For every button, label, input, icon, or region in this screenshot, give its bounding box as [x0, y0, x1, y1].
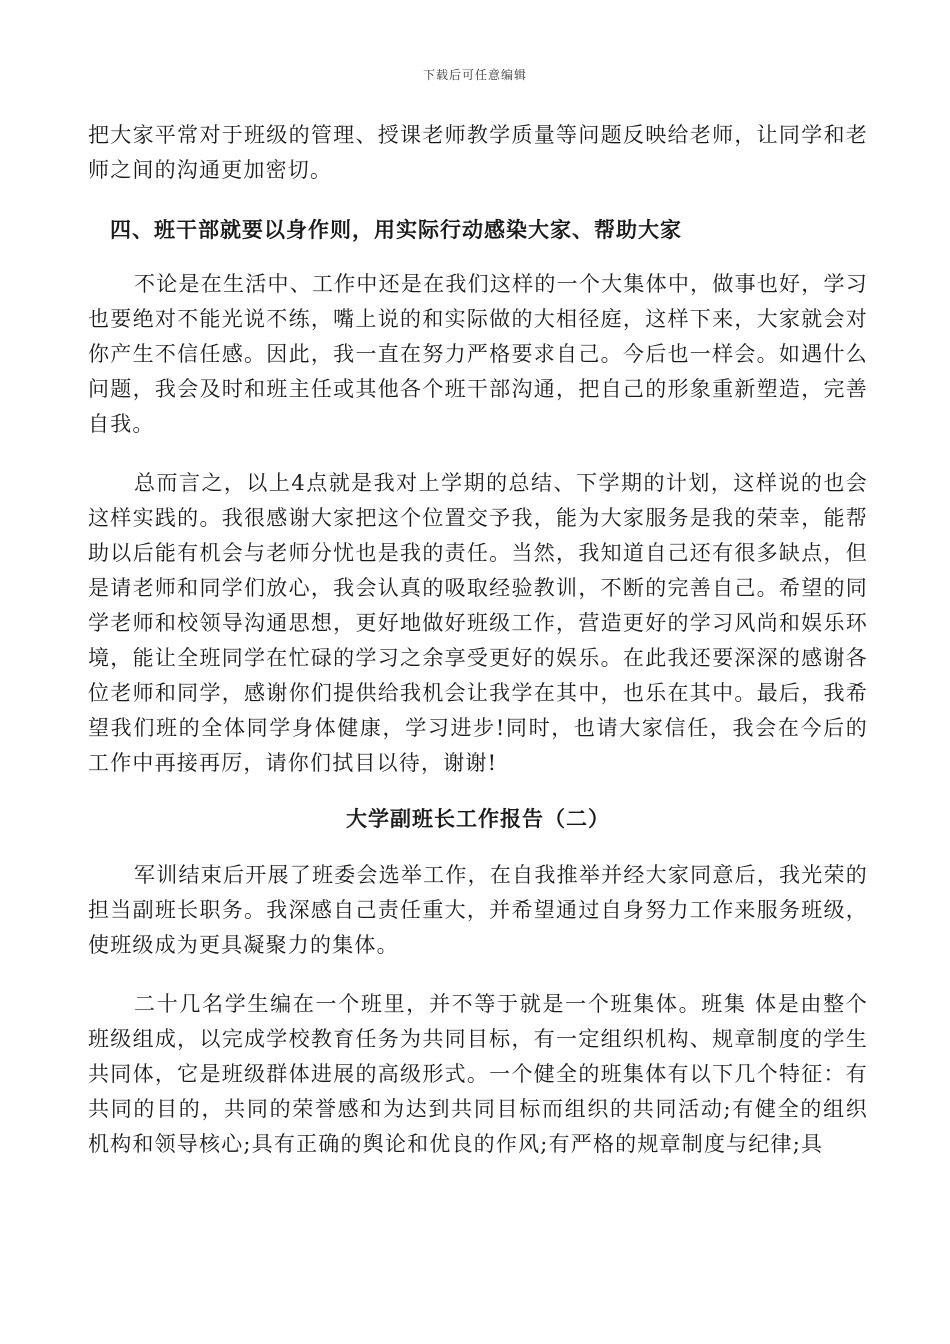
report-two-title: 大学副班长工作报告（二） — [346, 806, 610, 831]
paragraph-section-four: 不论是在生活中、工作中还是在我们这样的一个大集体中，做事也好，学习也要绝对不能光说不练，嘴上说的和实际做的大相径庭，这样下来，大家就会对你产生不信任感。因此，我一直在努力严格要求自己。今后也一样会。如遇什么问题，我会及时和班主任或其他各个班干部沟通，把自己的形象重新塑造，完善自我。 — [88, 272, 868, 436]
page-header: 下载后可任意编辑 — [422, 68, 527, 82]
paragraph-summary: 总而言之，以上4点就是我对上学期的总结、下学期的计划，这样说的也会这样实践的。我很感谢大家把这个位置交予我，能为大家服务是我的荣幸，能帮助以后能有机会与老师分忧也是我的责任。当然，我知道自己还有很多缺点，但是请老师和同学们放心，我会认真的吸取经验教训，不断的完善自己。希望的同学老师和校领导沟通思想，更好地做好班级工作，营造更好的学习风尚和娱乐环境，能让全班同学在忙碌的学习之余享受更好的娱乐。在此我还要深深的感谢各位老师和同学，感谢你们提供给我机会让我学在其中，也乐在其中。最后，我希望我们班的全体同学身体健康，学习进步!同时，也请大家信任，我会在今后的工作中再接再厉，请你们拭目以待，谢谢! — [88, 471, 868, 775]
paragraph-report-two-1: 军训结束后开展了班委会选举工作，在自我推举并经大家同意后，我光荣的担当副班长职务。我深感自己责任重大，并希望通过自身努力工作来服务班级，使班级成为更具凝聚力的集体。 — [88, 863, 868, 957]
section-four-heading: 四、班干部就要以身作则，用实际行动感染大家、帮助大家 — [110, 217, 682, 242]
paragraph-report-two-2: 二十几名学生编在一个班里，并不等于就是一个班集体。班集 体是由整个班级组成，以完成学校教育任务为共同目标，有一定组织机构、规章制度的学生共同体，它是班级群体进展的高级形式。一个健全的班集体有以下几个特征：有共同的目的，共同的荣誉感和为达到共同目标而组织的共同活动;有健全的组织机构和领导核心;具有正确的舆论和优良的作风;有严格的规章制度与纪律;具 — [88, 992, 868, 1156]
document-body — [88, 118, 868, 1162]
paragraph-intro: 把大家平常对于班级的管理、授课老师教学质量等问题反映给老师，让同学和老师之间的沟通更加密切。 — [88, 123, 868, 182]
